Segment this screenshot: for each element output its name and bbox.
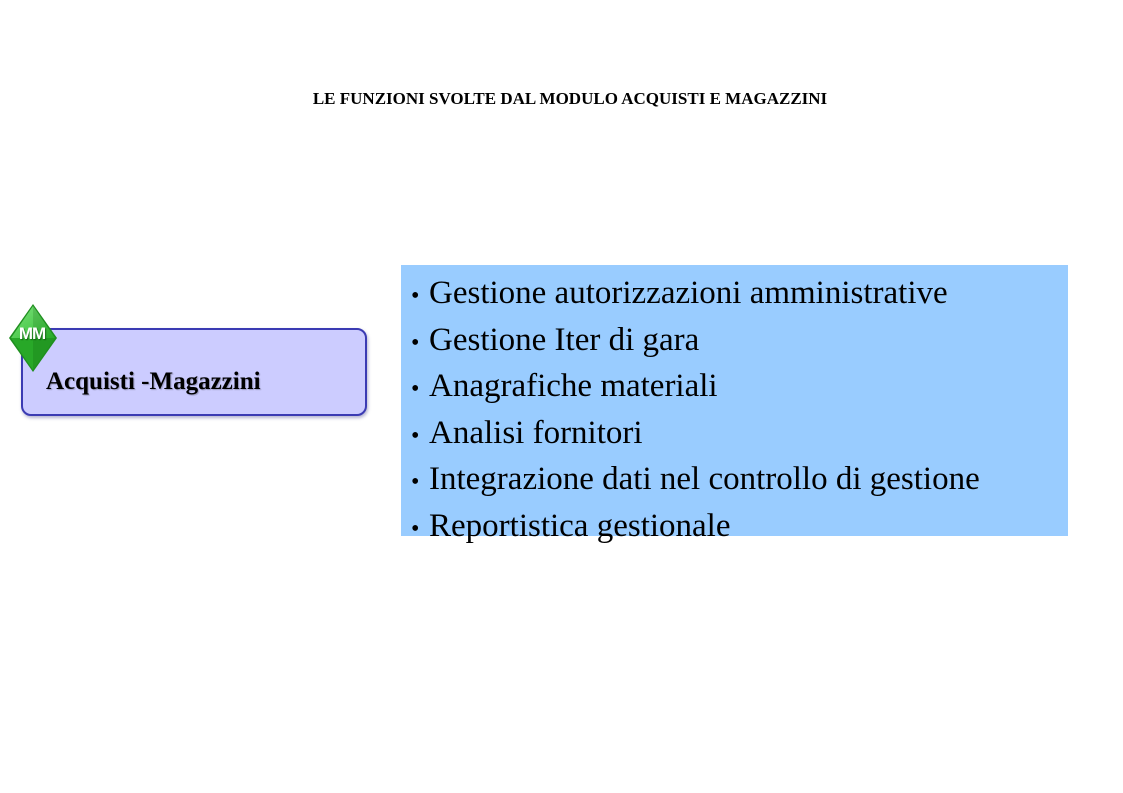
list-item xyxy=(411,505,1068,552)
badge-text: MM xyxy=(18,324,46,343)
function-label: Anagrafiche materiali xyxy=(429,368,718,404)
function-label: Analisi fornitori xyxy=(429,414,643,451)
bullet: • xyxy=(411,329,420,356)
function-label: Reportistica gestionale xyxy=(429,507,731,544)
list-item xyxy=(411,319,1068,366)
list-item xyxy=(411,272,1068,319)
list-item xyxy=(411,365,1068,412)
bullet: • xyxy=(411,515,420,542)
module-label: Acquisti -Magazzini xyxy=(46,368,261,395)
list-item xyxy=(411,412,1068,459)
module-box xyxy=(21,328,367,416)
bullet: • xyxy=(411,283,420,309)
page-title: LE FUNZIONI SVOLTE DAL MODULO ACQUISTI E MAGAZZINI xyxy=(312,89,828,108)
function-label: Gestione Iter di gara xyxy=(429,321,700,358)
functions-list xyxy=(411,272,1068,551)
bullet: • xyxy=(411,376,420,402)
function-label: Integrazione dati nel controllo di gestione xyxy=(429,461,980,497)
functions-box xyxy=(401,265,1068,544)
bullet: • xyxy=(411,422,420,449)
list-item xyxy=(411,458,1068,505)
module-badge xyxy=(9,304,59,374)
bullet: • xyxy=(411,469,420,495)
function-label: Gestione autorizzazioni amministrative xyxy=(429,275,948,311)
